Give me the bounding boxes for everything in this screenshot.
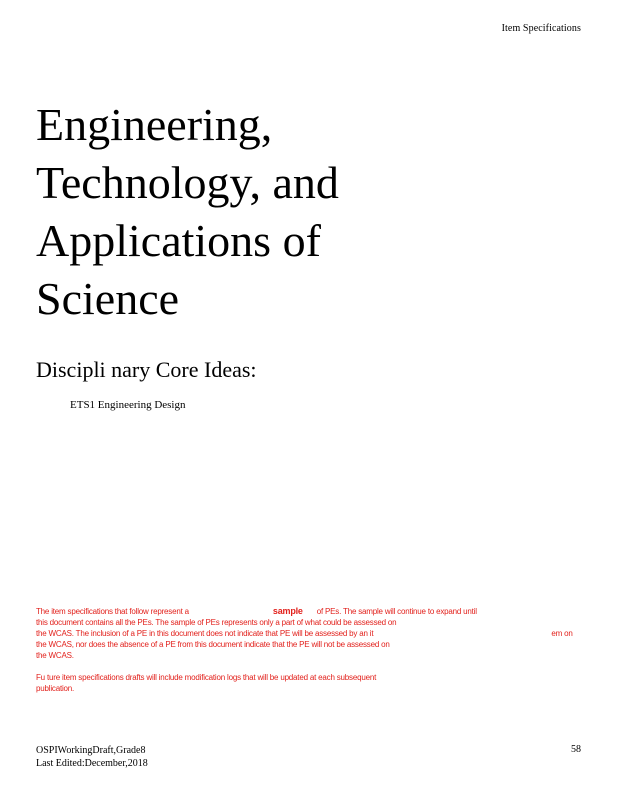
- page-number: 58: [571, 744, 581, 755]
- notice-text: the WCAS. The inclusion of a PE in this document does not indicate that PE will be assessed by an it: [36, 629, 374, 638]
- bullet-icon: [54, 398, 70, 412]
- list-item: [54, 398, 185, 412]
- notice-line: publication.: [36, 684, 75, 693]
- notice-line: the WCAS, nor does the absence of a PE from this document indicate that the PE will not be assessed on: [36, 640, 390, 649]
- footer-draft-label: OSPIWorkingDraft,Grade8: [36, 745, 146, 756]
- notice-text: The item specifications that follow represent a: [36, 607, 189, 616]
- header-doc-label: Item Specifications: [501, 23, 581, 34]
- notice-line: Fu ture item specifications drafts will include modification logs that will be updated at each subsequent: [36, 673, 377, 682]
- notice-line: the WCAS.: [36, 651, 74, 660]
- notice-line: [36, 606, 576, 617]
- title-line: Applications of: [36, 215, 321, 266]
- page-title: [36, 96, 339, 328]
- draft-notice: [36, 606, 576, 694]
- title-line: Engineering,: [36, 99, 273, 150]
- dci-list: [54, 398, 185, 412]
- footer-doc-info: [36, 744, 148, 770]
- title-line: Technology, and: [36, 157, 339, 208]
- notice-text: em on: [551, 629, 573, 638]
- notice-emphasis: sample: [272, 606, 303, 616]
- notice-text: of PEs. The sample will continue to expand until: [316, 607, 477, 616]
- section-subheading: Discipli nary Core Ideas:: [36, 357, 257, 382]
- list-item-text: ETS1 Engineering Design: [70, 399, 186, 411]
- notice-line: this document contains all the PEs. The sample of PEs represents only a part of what could be assessed on: [36, 618, 397, 627]
- footer-edited-date: Last Edited:December,2018: [36, 758, 148, 769]
- notice-line: [36, 628, 576, 639]
- title-line: Science: [36, 273, 180, 324]
